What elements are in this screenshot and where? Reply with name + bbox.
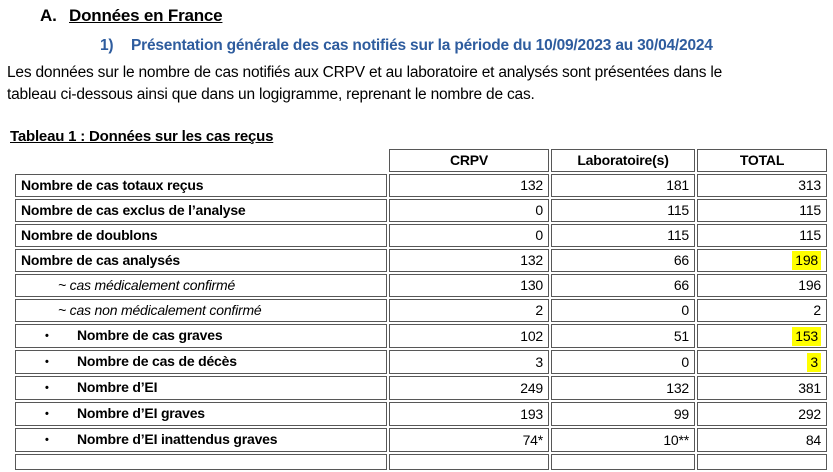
total-value-cell: 381 [697,376,827,400]
row-label: Nombre d’EI graves [77,405,205,421]
table-caption: Tableau 1 : Données sur les cas reçus [10,128,274,145]
laboratoire-value-cell: 0 [551,350,695,374]
row-label: Nombre de cas de décès [77,353,237,369]
table-row [15,299,827,322]
total-value-cell [697,324,827,348]
table-row [15,402,827,426]
row-label-cell [15,174,387,197]
cases-table [13,147,829,472]
row-label-cell [15,249,387,272]
crpv-value-cell: 132 [389,174,549,197]
laboratoire-value-cell: 0 [551,299,695,322]
laboratoire-value-cell: 115 [551,224,695,247]
row-label-cell [15,402,387,426]
row-label: ~ cas médicalement confirmé [58,277,236,293]
row-label-cell [15,324,387,348]
highlighted-value: 153 [792,327,821,346]
total-value-cell: 2 [697,299,827,322]
laboratoire-value-cell: 99 [551,402,695,426]
total-value-cell [697,350,827,374]
column-header-total: TOTAL [697,149,827,172]
row-label: Nombre de cas analysés [21,252,181,268]
crpv-value-cell: 0 [389,199,549,222]
column-header-crpv: CRPV [389,149,549,172]
total-value-cell: 84 [697,428,827,452]
body-paragraph-line: tableau ci-dessous ainsi que dans un logigramme, reprenant le nombre de cas. [7,86,535,103]
total-value-cell: 115 [697,224,827,247]
row-label: Nombre d’EI inattendus graves [77,431,278,447]
table-row-continuation [15,454,827,470]
section-heading-letter: A. [40,6,57,25]
row-label: Nombre de doublons [21,227,158,243]
subsection-heading [100,37,833,55]
laboratoire-value-cell: 132 [551,376,695,400]
row-label-cell [15,224,387,247]
bullet-icon: • [45,408,49,420]
table-row [15,224,827,247]
table-row [15,274,827,297]
table-row [15,324,827,348]
cases-table-body [15,174,827,470]
crpv-value-cell: 193 [389,402,549,426]
row-label: Nombre d’EI [77,379,158,395]
laboratoire-value-cell: 66 [551,274,695,297]
crpv-value-cell: 249 [389,376,549,400]
table-row [15,174,827,197]
continuation-cell [551,454,695,470]
crpv-value-cell: 0 [389,224,549,247]
row-label-cell [15,299,387,322]
continuation-cell [389,454,549,470]
laboratoire-value-cell: 10** [551,428,695,452]
highlighted-value: 198 [792,251,821,270]
laboratoire-value-cell: 66 [551,249,695,272]
document-page [0,6,833,472]
continuation-cell [15,454,387,470]
row-label: Nombre de cas totaux reçus [21,177,204,193]
total-value-cell: 115 [697,199,827,222]
crpv-value-cell: 102 [389,324,549,348]
crpv-value-cell: 74* [389,428,549,452]
crpv-value-cell: 3 [389,350,549,374]
bullet-icon: • [45,356,49,368]
row-label-cell [15,376,387,400]
body-paragraph-line: Les données sur le nombre de cas notifiés aux CRPV et au laboratoire et analysés sont présentées dans le [7,64,723,81]
total-value-cell: 196 [697,274,827,297]
crpv-value-cell: 132 [389,249,549,272]
row-label-cell [15,199,387,222]
table-row [15,249,827,272]
laboratoire-value-cell: 51 [551,324,695,348]
table-row [15,376,827,400]
body-paragraph [7,62,833,106]
highlighted-value: 3 [807,353,821,372]
total-value-cell [697,249,827,272]
laboratoire-value-cell: 115 [551,199,695,222]
table-row [15,428,827,452]
bullet-icon: • [45,434,49,446]
crpv-value-cell: 2 [389,299,549,322]
section-heading-title: Données en France [69,6,223,25]
table-corner-cell [15,149,387,172]
crpv-value-cell: 130 [389,274,549,297]
column-header-laboratoire: Laboratoire(s) [551,149,695,172]
table-row [15,199,827,222]
laboratoire-value-cell: 181 [551,174,695,197]
row-label-cell [15,350,387,374]
continuation-cell [697,454,827,470]
bullet-icon: • [45,382,49,394]
row-label: ~ cas non médicalement confirmé [58,302,262,318]
bullet-icon: • [45,330,49,342]
row-label-cell [15,428,387,452]
subsection-heading-number: 1) [100,37,114,54]
total-value-cell: 292 [697,402,827,426]
section-heading [40,6,833,26]
row-label: Nombre de cas graves [77,327,223,343]
total-value-cell: 313 [697,174,827,197]
table-row [15,350,827,374]
row-label: Nombre de cas exclus de l’analyse [21,202,246,218]
subsection-heading-title: Présentation générale des cas notifiés sur la période du 10/09/2023 au 30/04/2024 [131,37,713,54]
row-label-cell [15,274,387,297]
table-header-row [15,149,827,172]
